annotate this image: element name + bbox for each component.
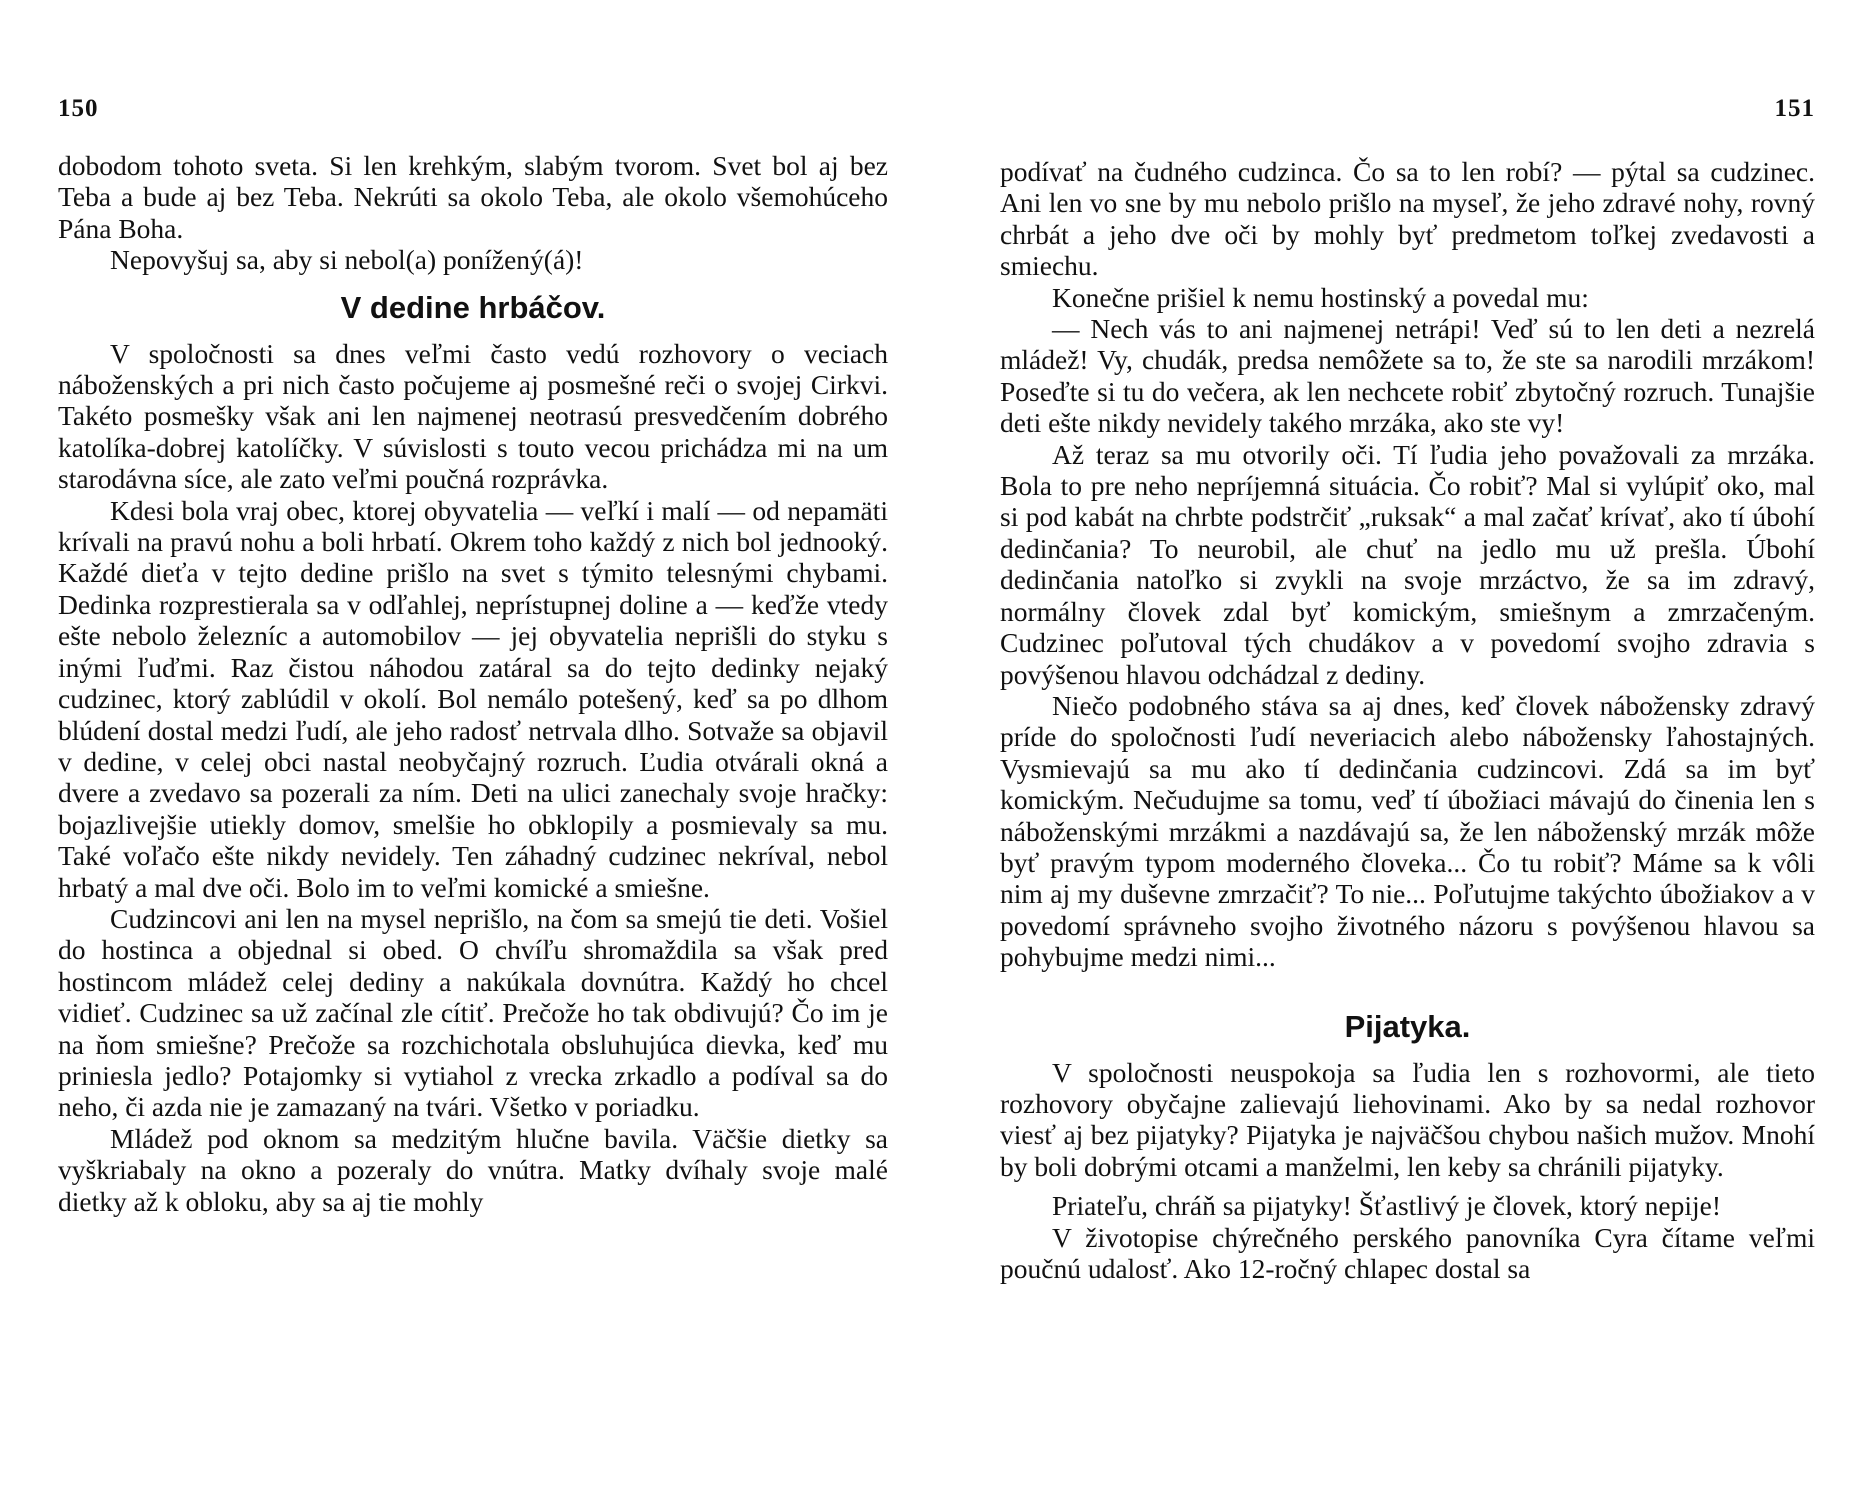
page-number-right: 151 <box>1774 95 1815 122</box>
paragraph: dobodom tohoto sveta. Si len krehkým, slabým tvorom. Svet bol aj bez Teba a bude aj bez Teba. Nekrúti sa okolo Teba, ale okolo všemohúceho Pána Boha. <box>58 150 888 244</box>
spacer <box>1000 1182 1815 1190</box>
paragraph: V životopise chýrečného perského panovníka Cyra čítame veľmi poučnú udalosť. Ako 12-ročný chlapec dostal sa <box>1000 1221 1815 1284</box>
section-heading-hrbacov: V dedine hrbáčov. <box>340 289 606 325</box>
spacer <box>1000 973 1815 995</box>
paragraph: Nepovyšuj sa, aby si nebol(a) ponížený(á)! <box>110 244 584 276</box>
paragraph: Až teraz sa mu otvorily oči. Tí ľudia jeho považovali za mrzáka. Bola to pre neho nepríjemná situácia. Čo robiť? Mal si vylúpiť oko, mal si pod kabát na chrbte podstrčiť „ruksak“ a mal začať krívať, ako tí úbohí dedinčania? To neurobil, ale chuť na jedlo mu už prešla. Úbohí dedinčania natoľko si zvykli na svoje mrzáctvo, že sa im zdravý, normálny človek zdal byť komickým, smiešnym a zmrzačeným. Cudzinec poľutoval tých chudákov a v povedomí svojho zdravia s povýšenou hlavou odchádzal z dediny. <box>1000 438 1815 690</box>
paragraph: Mládež pod oknom sa medzitým hlučne bavila. Väčšie dietky sa vyškriabaly na okno a pozeraly do vnútra. Matky dvíhaly svoje malé dietky až k obloku, aby sa aj tie mohly <box>58 1122 888 1217</box>
paragraph: podívať na čudného cudzinca. Čo sa to len robí? — pýtal sa cudzinec. Ani len vo sne by mu nebolo prišlo na myseľ, že jeho zdravé nohy, rovný chrbát a jeho dve oči by mohly byť predmetom toľkej zvedavosti a smiechu. <box>1000 156 1815 282</box>
right-page <box>1000 0 1815 1500</box>
paragraph: Cudzincovi ani len na mysel neprišlo, na čom sa smejú tie deti. Vošiel do hostinca a objednal si obed. O chvíľu shromaždila sa však pred hostincom mládež celej dediny a nakúkala dovnútra. Každý ho chcel vidieť. Cudzinec sa už začínal zle cítiť. Prečože ho tak obdivujú? Čo im je na ňom smiešne? Prečože sa rozchichotala obsluhujúca dievka, keď mu priniesla jedlo? Potajomky si vytiahol z vrecka zrkadlo a podíval sa do neho, či azda nie je zamazaný na tvári. Všetko v poriadku. <box>58 902 888 1123</box>
paragraph: V spoločnosti sa dnes veľmi často vedú rozhovory o veciach náboženských a pri nich často počujeme aj posmešné reči o svojej Cirkvi. Takéto posmešky však ani len najmenej neotrasú presvedčením dobrého katolíka-dobrej katolíčky. V súvislosti s touto vecou prichádza mi na um starodávna síce, ale zato veľmi poučná rozprávka. <box>58 337 888 495</box>
paragraph: Kdesi bola vraj obec, ktorej obyvatelia — veľkí i malí — od nepamäti krívali na pravú nohu a boli hrbatí. Okrem toho každý z nich bol jednooký. Každé dieťa v tejto dedine prišlo na svet s týmito telesnými chybami. Dedinka rozprestierala sa v odľahlej, neprístupnej doline a — keďže vtedy ešte nebolo železníc a automobilov — jej obyvatelia neprišli do styku s inými ľuďmi. Raz čistou náhodou zatáral sa do tejto dedinky nejaký cudzinec, ktorý zablúdil v okolí. Bol nemálo potešený, keď sa po dlhom blúdení dostal medzi ľudí, ale jeho radosť netrvala dlho. Sotvaže sa objavil v dedine, v celej obci nastal neobyčajný rozruch. Ľudia otvárali okná a dvere a zvedavo sa pozerali za ním. Deti na ulici zanechaly svoje hračky: bojazlivejšie utiekly domov, smelšie ho obklopily a posmievaly sa mu. Také voľačo ešte nikdy nevidely. Ten záhadný cudzinec nekríval, nebol hrbatý a mal dve oči. Bolo im to veľmi komické a smiešne. <box>58 494 888 903</box>
left-page <box>58 0 888 1500</box>
left-page-text <box>58 150 888 1217</box>
paragraph: V spoločnosti neuspokoja sa ľudia len s rozhovormi, ale tieto rozhovory obyčajne zalievajú liehovinami. Ako by sa nedal rozhovor viesť aj bez pijatyky? Pijatyka je najväčšou chybou našich mužov. Mnohí by boli dobrými otcami a manželmi, len keby sa chránili pijatyky. <box>1000 1056 1815 1182</box>
paragraph: Priateľu, chráň sa pijatyky! Šťastlivý je človek, ktorý nepije! <box>1052 1190 1721 1222</box>
paragraph: Niečo podobného stáva sa aj dnes, keď človek nábožensky zdravý príde do spoločnosti ľudí neveriacich alebo nábožensky ľahostajných. Vysmievajú sa mu ako tí dedinčania cudzincovi. Zdá sa im byť komickým. Nečudujme sa tomu, veď tí úbožiaci mávajú do činenia len s náboženskými mrzákmi a nazdávajú sa, že len náboženský mrzák môže byť pravým typom moderného človeka... Čo tu robiť? Máme sa k vôli nim aj my duševne zmrzačiť? To nie... Poľutujme takýchto úbožiakov a v povedomí správneho svojho životného názoru s povýšenou hlavou sa pohybujme medzi nimi... <box>1000 689 1815 973</box>
right-page-text <box>1000 156 1815 1284</box>
page-number-left: 150 <box>58 95 99 122</box>
paragraph: — Nech vás to ani najmenej netrápi! Veď sú to len deti a nezrelá mládež! Vy, chudák, predsa nemôžete sa to, že ste sa narodili mrzákom! Poseďte si tu do večera, ak len nechcete robiť zbytočný rozruch. Tunajšie deti ešte nikdy nevidely takého mrzáka, ako ste vy! <box>1000 313 1815 439</box>
paragraph: Konečne prišiel k nemu hostinský a povedal mu: <box>1052 281 1589 313</box>
section-heading-pijatyka: Pijatyka. <box>1344 1008 1471 1044</box>
